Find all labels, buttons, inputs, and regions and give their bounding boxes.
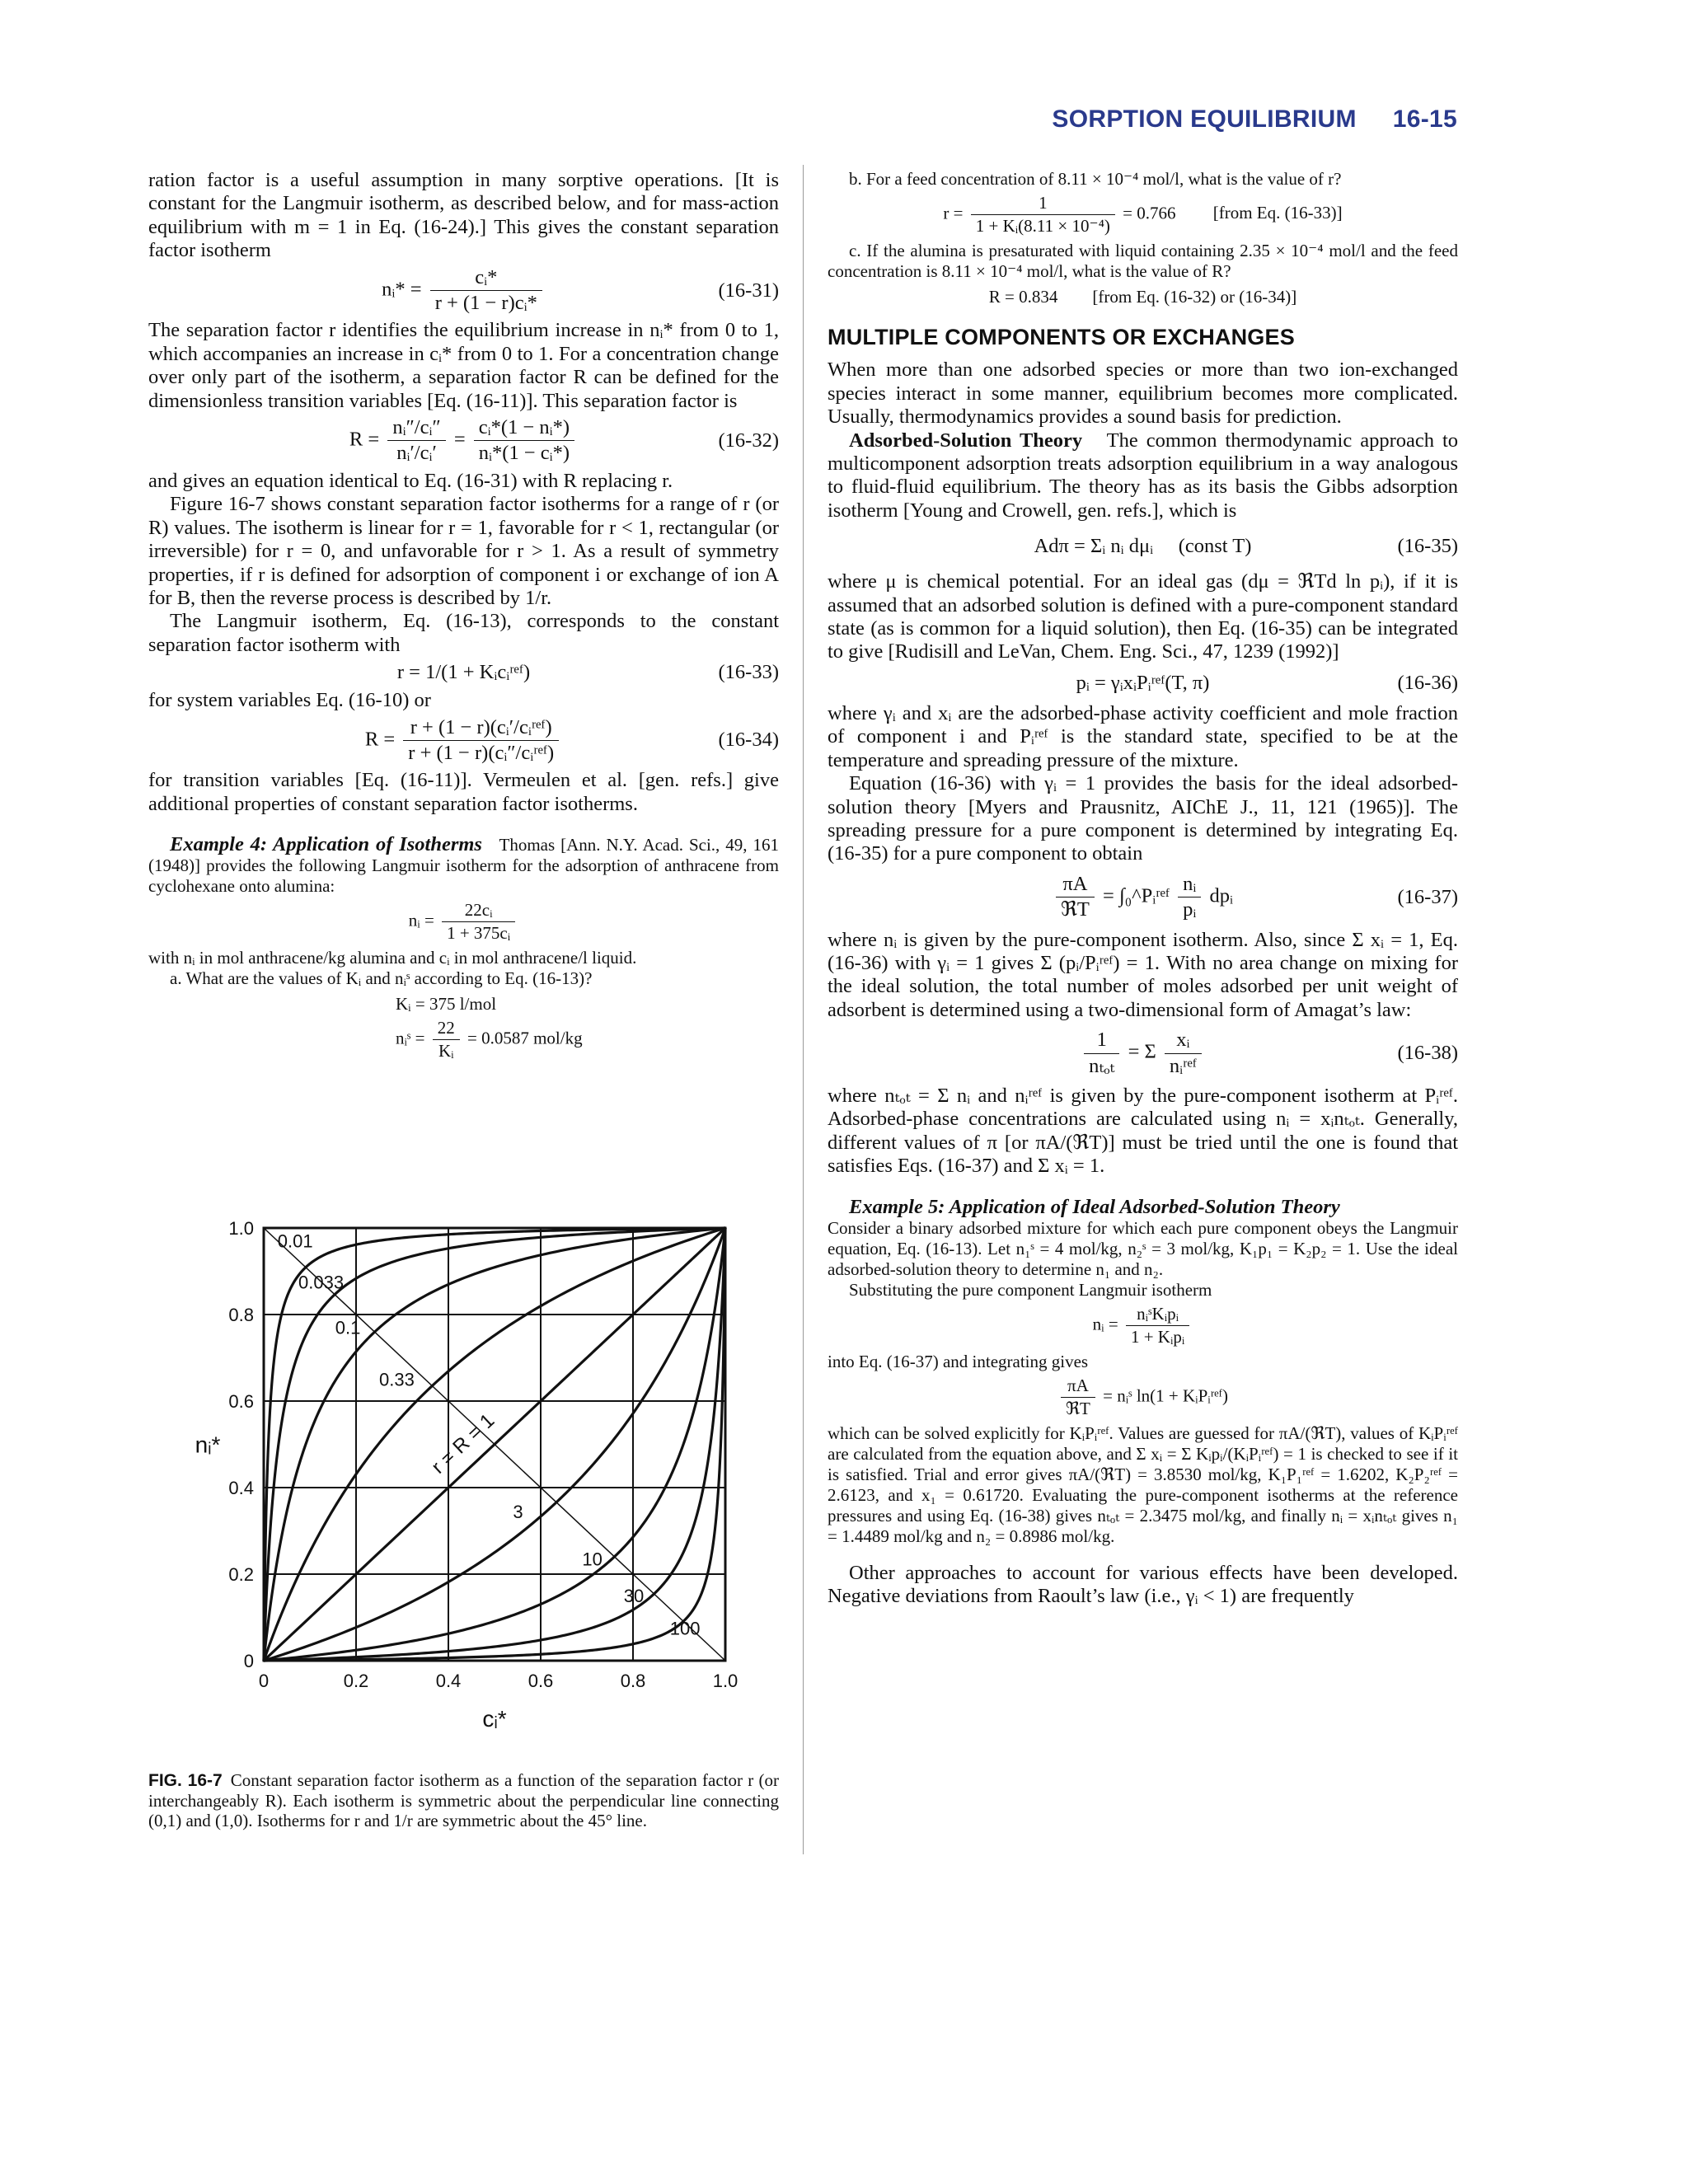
example-4-ns: nᵢˢ = $\frac{22}{\text{Kᵢ}}$ = 0.0587 mol/kg (396, 1018, 583, 1062)
curve-label: 100 (669, 1618, 701, 1639)
paragraph: Other approaches to account for various effects have been developed. Negative deviations from Raoult’s law (i.e., γᵢ < 1) are frequently (828, 1561, 1458, 1607)
equation-16-34: R = $\frac{\text{r + (1 − r)(cᵢ′/cᵢʳᵉᶠ)}}{\text{r + (1 − r)(cᵢ″/cᵢʳᵉᶠ)}}$ (16-34) (364, 715, 779, 764)
y-axis-label: nᵢ* (195, 1432, 221, 1458)
curve-label: 0.01 (277, 1230, 313, 1252)
paragraph: The Langmuir isotherm, Eq. (16-13), corresponds to the constant separation factor isotherm with (148, 610, 779, 656)
curve-label: 3 (513, 1501, 523, 1522)
x-tick-label: 0.2 (343, 1671, 369, 1691)
figure-16-7 (190, 1220, 750, 1747)
x-axis-label: cᵢ* (482, 1706, 507, 1732)
y-tick-label: 0.8 (228, 1305, 254, 1325)
equation-16-36: pᵢ = γᵢxᵢPᵢʳᵉᶠ(T, π) (16-36) (1076, 671, 1458, 694)
paragraph: where nᵢ is given by the pure-component isotherm. Also, since Σ xᵢ = 1, Eq. (16-36) with γᵢ = 1 gives Σ (pᵢ/Pᵢʳᵉᶠ) = 1. With no area change on mixing for the ideal solution, the total number of moles adsorbed per unit weight of adsorbent is determined using a two-dimensional form of Amagat’s law: (828, 928, 1458, 1021)
x-tick-label: 0.6 (528, 1671, 554, 1691)
paragraph: and gives an equation identical to Eq. (16-31) with R replacing r. (148, 469, 673, 492)
paragraph: When more than one adsorbed species or more than two ion-exchanged species interact in some manner, equilibrium becomes more complicated. Usually, thermodynamics provides a sound basis for prediction. (828, 359, 1458, 429)
y-tick-label: 0.4 (228, 1478, 254, 1498)
caption-label: FIG. 16-7 (148, 1771, 223, 1790)
right-column: b. For a feed concentration of 8.11 × 10⁻⁴ mol/l, what is the value of r? r = $\frac{1}{\text{1 + Kᵢ(8.11 × 10⁻⁴)}}$ = 0.766 [from Eq. (16-33)] c. If the alumina is presaturated with liquid containing 2.35 × 10⁻⁴ mol/l and the feed concentration is 8.11 × 10⁻⁴ mol/l, what is the value of R? R = 0.834 [from Eq. (16-32) or (16-34)] MULTIPLE COMPONENTS OR EXCHANGES When more than one adsorbed species or more than two ion-exchanged species interact in some manner, equilibrium becomes more complicated. Usually, thermodynamics provides a sound basis for prediction. Adsorbed-Solution Theory The common thermodynamic approach to multicomponent adsorption treats adsorption equilibrium in a way analogous to fluid-fluid equilibrium. The theory has as its basis the Gibbs adsorption isotherm [Young and Crowell, gen. refs.], which is Adπ = Σᵢ nᵢ dμᵢ (const T) (16-35) where μ is chemical potential. For an ideal gas (dμ = ℜTd ln pᵢ), if it is assumed that an adsorbed solution is defined with a pure-component standard state (as is common for a liquid solution), then Eq. (16-35) can be integrated to give [Rudisill and LeVan, Chem. Eng. Sci., 47, 1239 (1992)] pᵢ = γᵢxᵢPᵢʳᵉᶠ(T, π) (16-36) where γᵢ and xᵢ are the adsorbed-phase activity coefficient and mole fraction of component i and Pᵢʳᵉᶠ is the standard state, specified to be at the temperature and spreading pressure of the mixture. Equation (16-36) with γᵢ = 1 provides the basis for the ideal adsorbed-solution theory [Myers and Prausnitz, AIChE J., 11, 121 (1965)]. The spreading pressure for a pure component is determined by integrating Eq. (16-35) for a pure component to obtain $\frac{\pi A}{\text{ℜT}}$ = ∫₀^Pᵢʳᵉᶠ $\frac{\text{nᵢ}}{\text{pᵢ}}$ dpᵢ (16-37) where nᵢ is given by the pure-component isotherm. Also, since Σ xᵢ = 1, Eq. (16-36) with γᵢ = 1 gives Σ (pᵢ/Pᵢʳᵉᶠ) = 1. With no area change on mixing for the ideal solution, the total number of moles adsorbed per unit weight of adsorbent is determined using a two-dimensional form of Amagat’s law: $\frac{1}{\text{nₜₒₜ}}$ = Σ $\frac{\text{xᵢ}}{\text{nᵢʳᵉᶠ}}$ (16-38) where nₜₒₜ = Σ nᵢ and nᵢʳᵉᶠ is given by the pure-component isotherm at Pᵢʳᵉᶠ. Adsorbed-phase concentrations are calculated using nᵢ = xᵢnₜₒₜ. Generally, different values of π [or πA/(ℜT)] must be tried until the one is found that satisfies Eqs. (16-37) and Σ xᵢ = 1. Example 5: Application of Ideal Adsorbed-Solution Theory Consider a binary adsorbed mixture for which each pure component obeys the Langmuir equation, Eq. (16-13). Let n₁ˢ = 4 mol/kg, n₂ˢ = 3 mol/kg, K₁p₁ = K₂p₂ = 1. Use the ideal adsorbed-solution theory to determine n₁ and n₂. Substituting the pure component Langmuir isotherm nᵢ = $\frac{\text{nᵢˢKᵢpᵢ}}{\text{1 + Kᵢpᵢ}}$ into Eq. (16-37) and integrating gives $\frac{\pi A}{\text{ℜT}}$ = nᵢˢ ln(1 + KᵢPᵢʳᵉᶠ) which can be solved explicitly for KᵢPᵢʳᵉᶠ. Values are guessed for πA/(ℜT), values of KᵢPᵢʳᵉᶠ are calculated from the equation above, and Σ xᵢ = Σ Kᵢpᵢ/(KᵢPᵢʳᵉᶠ) = 1 is checked to see if it is satisfied. Trial and error gives πA/(ℜT) = 3.8530 mol/kg, K₁P₁ʳᵉᶠ = 1.6202, K₂P₂ʳᵉᶠ = 2.6123, and x₁ = 0.61720. Evaluating the pure-component isotherms at the reference pressures and using Eq. (16-38) gives nₜₒₜ = 2.3475 mol/kg, and finally nᵢ = xᵢnₜₒₜ gives n₁ = 1.4489 mol/kg and n₂ = 0.8986 mol/kg. Other approaches to account for various effects have been developed. Negative deviations from Raoult’s law (i.e., γᵢ < 1) are frequently (828, 169, 1459, 1607)
equation-16-31: nᵢ* = $\frac{\text{cᵢ*}}{\text{r + (1 − r)cᵢ*}}$ (16-31) (382, 265, 779, 315)
curve-label: 10 (582, 1549, 603, 1570)
equation-number: (16-31) (718, 279, 779, 302)
example-4-continued: b. For a feed concentration of 8.11 × 10⁻⁴ mol/l, what is the value of r? r = $\frac{1}{\text{1 + Kᵢ(8.11 × 10⁻⁴)}}$ = 0.766 [from Eq. (16-33)] c. If the alumina is presaturated with liquid containing 2.35 × 10⁻⁴ mol/l and the feed concentration is 8.11 × 10⁻⁴ mol/l, what is the value of R? R = 0.834 [from Eq. (16-32) or (16-34)] (828, 169, 1458, 307)
section-heading: MULTIPLE COMPONENTS OR EXCHANGES (828, 325, 1295, 349)
equation-number: (16-38) (1397, 1041, 1458, 1064)
example-5: Example 5: Application of Ideal Adsorbed-Solution Theory Consider a binary adsorbed mixture for which each pure component obeys the Langmuir equation, Eq. (16-13). Let n₁ˢ = 4 mol/kg, n₂ˢ = 3 mol/kg, K₁p₁ = K₂p₂ = 1. Use the ideal adsorbed-solution theory to determine n₁ and n₂. Substituting the pure component Langmuir isotherm nᵢ = $\frac{\text{nᵢˢKᵢpᵢ}}{\text{1 + Kᵢpᵢ}}$ into Eq. (16-37) and integrating gives $\frac{\pi A}{\text{ℜT}}$ = nᵢˢ ln(1 + KᵢPᵢʳᵉᶠ) which can be solved explicitly for KᵢPᵢʳᵉᶠ. Values are guessed for πA/(ℜT), values of KᵢPᵢʳᵉᶠ are calculated from the equation above, and Σ xᵢ = Σ Kᵢpᵢ/(KᵢPᵢʳᵉᶠ) = 1 is checked to see if it is satisfied. Trial and error gives πA/(ℜT) = 3.8530 mol/kg, K₁P₁ʳᵉᶠ = 1.6202, K₂P₂ʳᵉᶠ = 2.6123, and x₁ = 0.61720. Evaluating the pure-component isotherms at the reference pressures and using Eq. (16-38) gives nₜₒₜ = 2.3475 mol/kg, and finally nᵢ = xᵢnₜₒₜ gives n₁ = 1.4489 mol/kg and n₂ = 0.8986 mol/kg. (828, 1195, 1458, 1546)
equation-16-32: R = $\frac{\text{nᵢ″/cᵢ″}}{\text{nᵢ′/cᵢ′}}$ = $\frac{\text{cᵢ*(1 − nᵢ*)}}{\text{nᵢ*(1 − cᵢ*)}}$ (16-32) (349, 416, 779, 465)
paragraph: The separation factor r identifies the equilibrium increase in nᵢ* from 0 to 1, which accompanies an increase in cᵢ* from 0 to 1. For a concentration change over only part of the isotherm, a separation factor R can be defined for the dimensionless transition variables [Eq. (16-11)]. This separation factor is (148, 319, 779, 412)
curve-label: 30 (623, 1586, 645, 1607)
x-tick-label: 0.8 (620, 1671, 646, 1691)
paragraph: for transition variables [Eq. (16-11)]. Vermeulen et al. [gen. refs.] give additional properties of constant separation factor isotherms. (148, 769, 779, 815)
equation-number: (16-35) (1397, 535, 1458, 558)
paragraph: for system variables Eq. (16-10) or (148, 689, 431, 712)
running-header (1052, 105, 1457, 134)
x-tick-label: 0 (258, 1671, 270, 1691)
x-tick-label: 0.4 (435, 1671, 462, 1691)
left-column (148, 169, 779, 1062)
example-5-equation-1: nᵢ = $\frac{\text{nᵢˢKᵢpᵢ}}{\text{1 + Kᵢpᵢ}}$ (828, 1304, 1458, 1347)
y-tick-label: 0.2 (228, 1564, 254, 1585)
curve-label: r = R = 1 (427, 1409, 499, 1479)
runin-heading: Adsorbed-Solution Theory (849, 429, 1083, 452)
example-4-equation: nᵢ = $\frac{\text{22cᵢ}}{\text{1 + 375cᵢ}}$ (148, 900, 779, 944)
y-tick-label: 0.6 (228, 1391, 254, 1412)
equation-16-33: r = 1/(1 + Kᵢcᵢʳᵉᶠ) (16-33) (396, 660, 779, 683)
paragraph: Figure 16-7 shows constant separation factor isotherms for a range of r (or R) values. The isotherm is linear for r = 1, favorable for r < 1, rectangular (or irreversible) for r = 0, and unfavorable for r > 1. As a result of symmetry properties, if r is defined for adsorption of component i or exchange of ion A for B, then the reverse process is described by 1/r. (148, 493, 779, 609)
page-number: 16-15 (1392, 105, 1457, 133)
paragraph: where nₜₒₜ = Σ nᵢ and nᵢʳᵉᶠ is given by the pure-component isotherm at Pᵢʳᵉᶠ. Adsorbed-phase concentrations are calculated using nᵢ = xᵢnₜₒₜ. Generally, different values of π [or πA/(ℜT)] must be tried until the one is found that satisfies Eqs. (16-37) and Σ xᵢ = 1. (828, 1084, 1458, 1178)
figure-caption (148, 1770, 779, 1830)
equation-16-37: $\frac{\pi A}{\text{ℜT}}$ = ∫₀^Pᵢʳᵉᶠ $\frac{\text{nᵢ}}{\text{pᵢ}}$ dpᵢ (16-37) (828, 873, 1458, 922)
example-heading: Example 4: Application of Isotherms (170, 833, 482, 856)
equation-number: (16-36) (1397, 671, 1458, 694)
curve-label: 0.33 (379, 1369, 415, 1390)
paragraph: ration factor is a useful assumption in many sorptive operations. [It is constant for the Langmuir isotherm, as described below, and for mass-action equilibrium with m = 1 in Eq. (16-24).] This gives the constant separation factor isotherm (148, 169, 779, 262)
column-divider (803, 165, 804, 1854)
y-tick-label: 0 (243, 1651, 254, 1671)
equation-number: (16-34) (718, 729, 779, 752)
example-5-equation-2: $\frac{\pi A}{\text{ℜT}}$ = nᵢˢ ln(1 + KᵢPᵢʳᵉᶠ) (828, 1376, 1458, 1419)
caption-text: Constant separation factor isotherm as a function of the separation factor r (or interchangeably R). Each isotherm is symmetric about the perpendicular line connecting (0,1) and (1,0). Isotherms for r and 1/r are symmetric about the 45° line. (148, 1770, 779, 1830)
equation-number: (16-32) (718, 429, 779, 452)
equation-16-38: $\frac{1}{\text{nₜₒₜ}}$ = Σ $\frac{\text{xᵢ}}{\text{nᵢʳᵉᶠ}}$ (16-38) (828, 1029, 1458, 1078)
y-tick-label: 1.0 (228, 1220, 254, 1239)
paragraph: where γᵢ and xᵢ are the adsorbed-phase activity coefficient and mole fraction of component i and Pᵢʳᵉᶠ is the standard state, specified to be at the temperature and spreading pressure of the mixture. (828, 701, 1458, 771)
paragraph: where μ is chemical potential. For an ideal gas (dμ = ℜTd ln pᵢ), if it is assumed that an adsorbed solution is defined with a pure-component standard state (as is common for a liquid solution), then Eq. (16-35) can be integrated to give [Rudisill and LeVan, Chem. Eng. Sci., 47, 1239 (1992)] (828, 570, 1458, 663)
equation-number: (16-33) (718, 660, 779, 683)
example-heading: Example 5: Application of Ideal Adsorbed-Solution Theory (849, 1195, 1340, 1218)
equation-number: (16-37) (1397, 885, 1458, 908)
curve-label: 0.033 (298, 1272, 345, 1293)
x-tick-label: 1.0 (712, 1671, 738, 1691)
equation-16-35: Adπ = Σᵢ nᵢ dμᵢ (const T) (16-35) (1034, 535, 1458, 558)
header-title: SORPTION EQUILIBRIUM (1052, 105, 1357, 133)
example-4b-equation: r = $\frac{1}{\text{1 + Kᵢ(8.11 × 10⁻⁴)}}$ = 0.766 [from Eq. (16-33)] (943, 193, 1343, 236)
curve-label: 0.1 (335, 1317, 361, 1338)
isotherm-chart (190, 1220, 750, 1747)
example-4: Example 4: Application of Isotherms Thomas [Ann. N.Y. Acad. Sci., 49, 161 (1948)] provides the following Langmuir isotherm for the adsorption of anthracene from cyclohexane onto alumina: nᵢ = $\frac{\text{22cᵢ}}{\text{1 + 375cᵢ}}$ with nᵢ in mol anthracene/kg alumina and cᵢ in mol anthracene/l liquid. a. What are the values of Kᵢ and nᵢˢ according to Eq. (16-13)? Kᵢ = 375 l/mol nᵢˢ = $\frac{22}{\text{Kᵢ}}$ = 0.0587 mol/kg (148, 833, 780, 1062)
paragraph: Equation (16-36) with γᵢ = 1 provides the basis for the ideal adsorbed-solution theory [Myers and Prausnitz, AIChE J., 11, 121 (1965)]. The spreading pressure for a pure component is determined by integrating Eq. (16-35) for a pure component to obtain (828, 772, 1458, 865)
